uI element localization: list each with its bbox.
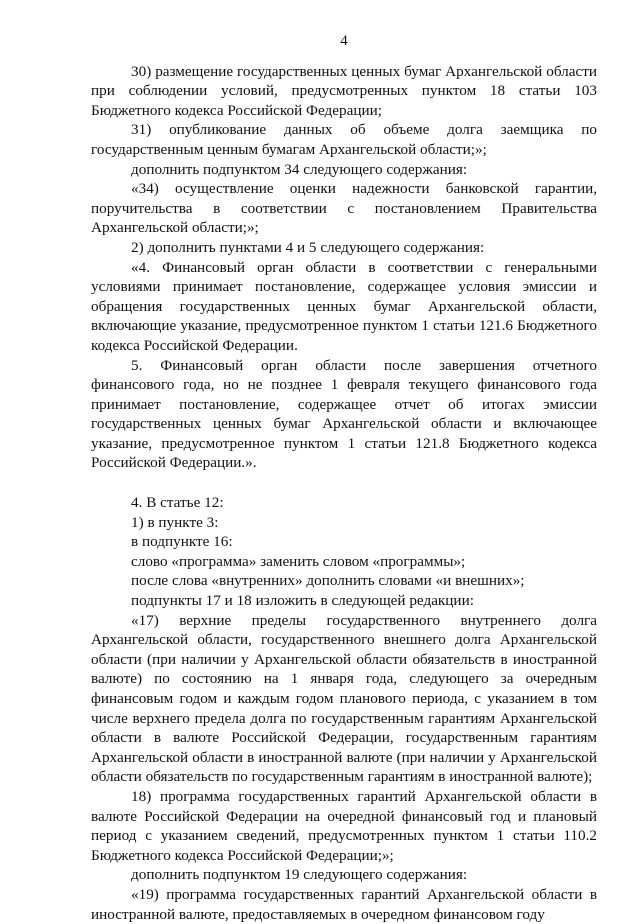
section-gap	[91, 473, 597, 493]
paragraph: «4. Финансовый орган области в соответствии с генеральными условиями принимает постановление, содержащее условия эмиссии и обращения государственных ценных бумаг Архангельской области, включающие указание, предусмотренное пунктом 1 статьи 121.6 Бюджетного кодекса Российской Федерации.	[91, 258, 597, 354]
paragraph: 1) в пункте 3:	[131, 513, 219, 531]
paragraph: «34) осуществление оценки надежности банковской гарантии, поручительства в соответствии с постановлением Правительства Архангельской области;»;	[91, 180, 597, 237]
paragraph: 18) программа государственных гарантий Архангельской области в валюте Российской Федерации на очередной финансовый год и плановый период с указанием сведений, предусмотренных пунктом 1 статьи 110.2 Бюджетного кодекса Российской Федерации;»;	[91, 787, 597, 864]
paragraph: подпункты 17 и 18 изложить в следующей редакции:	[131, 592, 474, 610]
paragraph: в подпункте 16:	[131, 533, 233, 551]
page-number: 4	[340, 33, 348, 49]
paragraph: «17) верхние пределы государственного внутреннего долга Архангельской области, государственного внешнего долга Архангельской области (при наличии у Архангельской области обязательств в иностранной валюте) по состоянию на 1 января года, следующего за очередным финансовым годом и каждым годом планового периода, с указанием в том числе верхнего предела долга по государственным гарантиям Архангельской области в валюте Российской Федерации, государственным гарантиям Архангельской области в иностранной валюте (при наличии у Архангельской области обязательств по государственным гарантиям в иностранной валюте);	[91, 611, 597, 786]
paragraph: слово «программа» заменить словом «программы»;	[131, 552, 466, 570]
paragraph: дополнить подпунктом 34 следующего содержания:	[131, 160, 468, 178]
paragraph: 5. Финансовый орган области после завершения отчетного финансового года, но не позднее 1 февраля текущего финансового года принимает постановление, содержащее отчет об итогах эмиссии государственных ценных бумаг Архангельской области и включающее указание, предусмотренное пунктом 1 статьи 121.8 Бюджетного кодекса Российской Федерации.».	[91, 356, 597, 472]
document-page	[91, 32, 597, 924]
paragraph: 2) дополнить пунктами 4 и 5 следующего содержания:	[131, 238, 485, 256]
paragraph: 31) опубликование данных об объеме долга заемщика по государственным ценным бумагам Архангельской области;»;	[91, 121, 597, 158]
paragraph: дополнить подпунктом 19 следующего содержания:	[131, 866, 468, 884]
paragraph: 30) размещение государственных ценных бумаг Архангельской области при соблюдении условий, предусмотренных пунктом 18 статьи 103 Бюджетного кодекса Российской Федерации;	[91, 62, 597, 119]
paragraph: 4. В статье 12:	[131, 494, 224, 512]
paragraph: «19) программа государственных гарантий Архангельской области в иностранной валюте, предоставляемых в очередном финансовом году	[91, 885, 597, 923]
paragraph: после слова «внутренних» дополнить словами «и внешних»;	[131, 572, 525, 590]
